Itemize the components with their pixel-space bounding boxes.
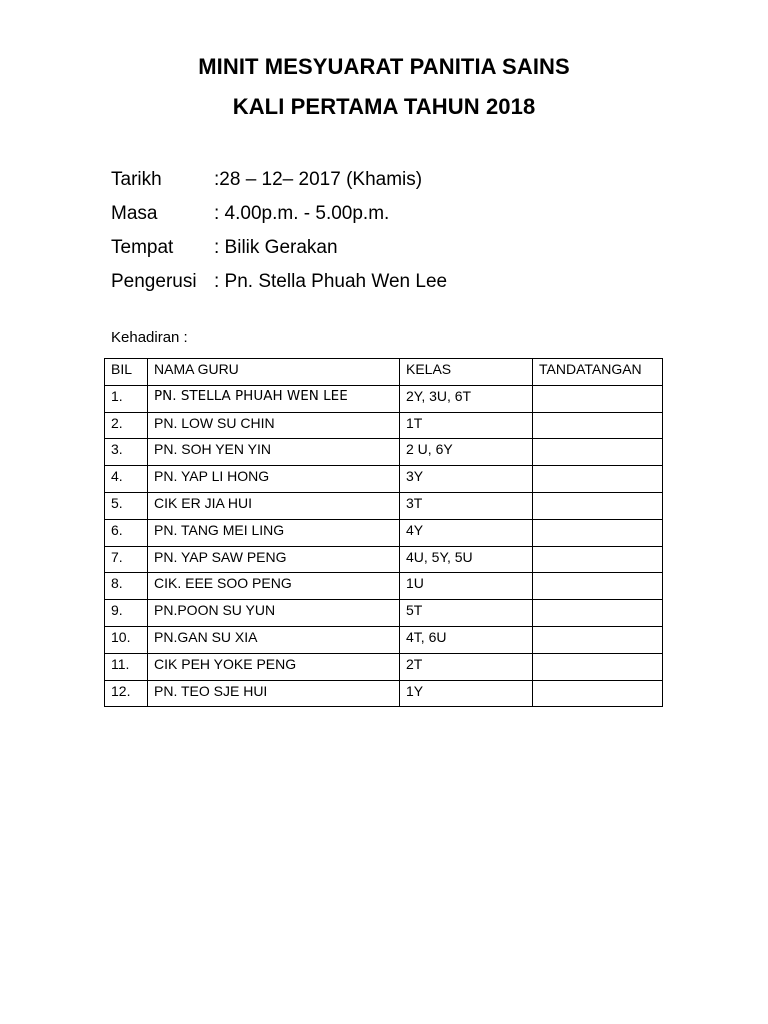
cell-nama: PN. TANG MEI LING <box>148 519 400 546</box>
cell-tandatangan <box>533 492 663 519</box>
cell-tandatangan <box>533 385 663 412</box>
cell-nama: PN. LOW SU CHIN <box>148 412 400 439</box>
column-header-nama: NAMA GURU <box>148 359 400 386</box>
info-label: Tarikh <box>111 169 162 190</box>
cell-tandatangan <box>533 519 663 546</box>
table-row <box>105 573 663 600</box>
cell-tandatangan <box>533 600 663 627</box>
cell-bil: 4. <box>105 466 148 493</box>
cell-kelas: 1U <box>400 573 533 600</box>
cell-nama: PN.GAN SU XIA <box>148 626 400 653</box>
info-label: Masa <box>111 203 158 224</box>
cell-bil: 11. <box>105 653 148 680</box>
info-row-masa <box>111 197 447 231</box>
column-header-bil: BIL <box>105 359 148 386</box>
cell-bil: 2. <box>105 412 148 439</box>
cell-bil: 12. <box>105 680 148 707</box>
table-row <box>105 412 663 439</box>
attendance-table <box>104 358 663 707</box>
cell-bil: 5. <box>105 492 148 519</box>
cell-bil: 10. <box>105 626 148 653</box>
column-header-kelas: KELAS <box>400 359 533 386</box>
table-header-row <box>105 359 663 386</box>
info-label: Pengerusi <box>111 271 197 292</box>
cell-tandatangan <box>533 439 663 466</box>
info-value: : Pn. Stella Phuah Wen Lee <box>214 271 448 292</box>
cell-bil: 8. <box>105 573 148 600</box>
cell-kelas: 2 U, 6Y <box>400 439 533 466</box>
table-row <box>105 492 663 519</box>
cell-nama: PN. SOH YEN YIN <box>148 439 400 466</box>
cell-tandatangan <box>533 546 663 573</box>
cell-nama: CIK ER JIA HUI <box>148 492 400 519</box>
cell-bil: 3. <box>105 439 148 466</box>
cell-bil: 6. <box>105 519 148 546</box>
cell-tandatangan <box>533 466 663 493</box>
meeting-info <box>111 163 447 299</box>
cell-kelas: 4T, 6U <box>400 626 533 653</box>
attendance-label: Kehadiran : <box>111 329 188 346</box>
cell-kelas: 4U, 5Y, 5U <box>400 546 533 573</box>
cell-kelas: 5T <box>400 600 533 627</box>
table-row <box>105 626 663 653</box>
info-label: Tempat <box>111 237 174 258</box>
document-subtitle: KALI PERTAMA TAHUN 2018 <box>232 94 536 119</box>
cell-tandatangan <box>533 412 663 439</box>
info-row-pengerusi <box>111 265 447 299</box>
table-row <box>105 439 663 466</box>
info-row-tempat <box>111 231 447 265</box>
cell-tandatangan <box>533 573 663 600</box>
cell-nama: PN. TEO SJE HUI <box>148 680 400 707</box>
cell-tandatangan <box>533 626 663 653</box>
cell-nama: CIK PEH YOKE PENG <box>148 653 400 680</box>
cell-bil: 1. <box>105 385 148 412</box>
cell-kelas: 3T <box>400 492 533 519</box>
cell-bil: 9. <box>105 600 148 627</box>
document-title: MINIT MESYUARAT PANITIA SAINS <box>198 54 570 79</box>
table-row <box>105 519 663 546</box>
info-value: : Bilik Gerakan <box>214 237 338 258</box>
table-row <box>105 546 663 573</box>
table-row <box>105 653 663 680</box>
cell-nama: PN. STELLA PHUAH WEN LEE <box>148 385 400 412</box>
info-value: :28 – 12– 2017 (Khamis) <box>214 169 423 190</box>
info-value: : 4.00p.m. - 5.00p.m. <box>214 203 390 224</box>
column-header-tandatangan: TANDATANGAN <box>533 359 663 386</box>
cell-bil: 7. <box>105 546 148 573</box>
cell-kelas: 1Y <box>400 680 533 707</box>
table-row <box>105 680 663 707</box>
cell-kelas: 2Y, 3U, 6T <box>400 385 533 412</box>
info-row-tarikh <box>111 163 447 197</box>
cell-nama: PN. YAP SAW PENG <box>148 546 400 573</box>
cell-nama: CIK. EEE SOO PENG <box>148 573 400 600</box>
cell-kelas: 2T <box>400 653 533 680</box>
cell-nama: PN.POON SU YUN <box>148 600 400 627</box>
cell-nama: PN. YAP LI HONG <box>148 466 400 493</box>
cell-kelas: 4Y <box>400 519 533 546</box>
table-row <box>105 385 663 412</box>
table-row <box>105 600 663 627</box>
cell-tandatangan <box>533 653 663 680</box>
cell-kelas: 1T <box>400 412 533 439</box>
cell-tandatangan <box>533 680 663 707</box>
table-row <box>105 466 663 493</box>
cell-kelas: 3Y <box>400 466 533 493</box>
